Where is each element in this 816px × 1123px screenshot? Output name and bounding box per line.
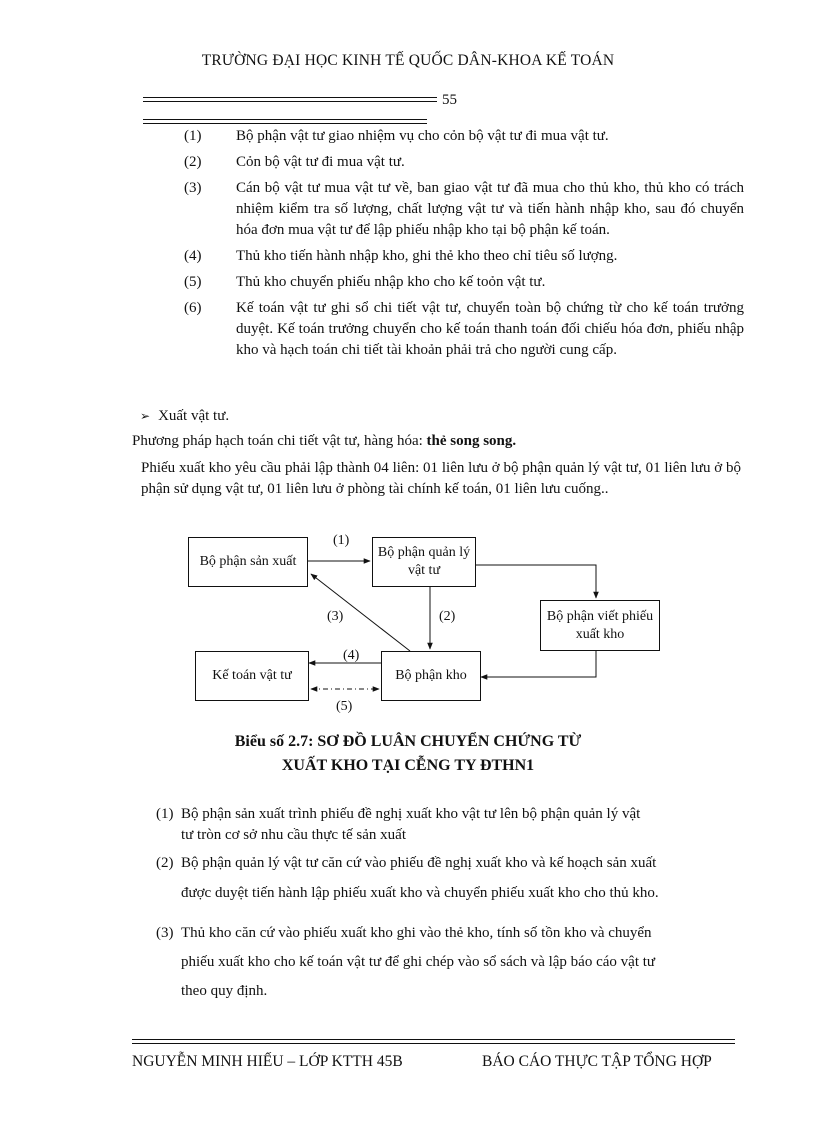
- figure-caption-line2: XUẤT KHO TẠI CỄNG TY ĐTHN1: [281, 757, 535, 774]
- list-item-text: Thủ kho tiến hành nhập kho, ghi thẻ kho theo chỉ tiêu số lượng.: [236, 248, 618, 264]
- list-item-text: Thủ kho chuyển phiếu nhập kho cho kế toỏn vật tư.: [236, 274, 546, 290]
- step-line: Thủ kho căn cứ vào phiếu xuất kho ghi vào thẻ kho, tính số tồn kho và chuyển: [181, 925, 652, 941]
- footer-author: NGUYỄN MINH HIẾU – LỚP KTTH 45B: [132, 1053, 403, 1070]
- footer-rule: [132, 1039, 735, 1044]
- step-line: Bộ phận sản xuất trình phiếu đề nghị xuất kho vật tư lên bộ phận quản lý vật: [181, 806, 641, 822]
- box-ke-toan-vat-tu: Kế toán vật tư: [195, 651, 309, 701]
- label-5: (5): [336, 699, 353, 714]
- step-number: (3): [156, 925, 174, 941]
- export-paragraph: Phiếu xuất kho yêu cầu phải lập thành 04 liên: 01 liên lưu ở bộ phận quản lý vật tư, 01 liên lưu ở bộ phận sử dụng vật tư, 01 liên lưu ở phòng tài chính kế toán, 01 liên lưu cuống..: [141, 460, 741, 497]
- arrow-quanly-to-vietphieu: [476, 565, 596, 598]
- export-heading-text: Xuất vật tư.: [158, 408, 230, 424]
- export-step-1: [156, 806, 756, 844]
- label-2: (2): [439, 609, 456, 624]
- step-number: (2): [156, 855, 174, 871]
- box-quan-ly-vat-tu: Bộ phận quản lý vật tư: [372, 537, 476, 587]
- list-item-number: (1): [184, 128, 202, 144]
- step-line: được duyệt tiến hành lập phiếu xuất kho và chuyển phiếu xuất kho cho thủ kho.: [181, 885, 659, 901]
- box-san-xuat: Bộ phận sản xuất: [188, 537, 308, 587]
- list-item-number: (2): [184, 154, 202, 170]
- page-number: 55: [442, 92, 457, 108]
- box-viet-phieu: Bộ phận viết phiếu xuất kho: [540, 600, 660, 651]
- list-item-text: Bộ phận vật tư giao nhiệm vụ cho cỏn bộ vật tư đi mua vật tư.: [236, 128, 609, 144]
- list-item-text: Cỏn bộ vật tư đi mua vật tư.: [236, 154, 405, 170]
- step-line: phiếu xuất kho cho kế toán vật tư để ghi chép vào sổ sách và lập báo cáo vật tư: [181, 954, 656, 970]
- label-4: (4): [343, 648, 360, 663]
- list-item-number: (3): [184, 180, 202, 196]
- list-item-number: (4): [184, 248, 202, 264]
- list-item-number: (6): [184, 300, 202, 316]
- footer-report-title: BÁO CÁO THỰC TẬP TỔNG HỢP: [482, 1053, 712, 1070]
- bullet-arrow-icon: ➢: [140, 409, 151, 423]
- figure-caption-line1: Biểu số 2.7: SƠ ĐỒ LUÂN CHUYỂN CHỨNG TỪ: [234, 733, 582, 750]
- step-line: Bộ phận quản lý vật tư căn cứ vào phiếu đề nghị xuất kho và kế hoạch sản xuất: [181, 855, 657, 871]
- step-line: tư tròn cơ sở nhu cầu thực tế sản xuất: [181, 827, 406, 843]
- list-item-number: (5): [184, 274, 202, 290]
- list-item-text: Kế toán vật tư ghi sổ chi tiết vật tư, chuyển toàn bộ chứng từ cho kế toán trưởng duyệt. Kế toán trưởng chuyển cho kế toán thanh toán đối chiếu hóa đơn, phiếu nhập kho và hạch toán chi tiết tài khoản phải trả cho người cung cấp.: [236, 300, 744, 358]
- method-name: thẻ song song.: [426, 433, 517, 449]
- step-line: theo quy định.: [181, 983, 268, 999]
- method-prefix: Phương pháp hạch toán chi tiết vật tư, hàng hóa:: [132, 433, 427, 449]
- list-item-text: Cán bộ vật tư mua vật tư về, ban giao vật tư đã mua cho thủ kho, thủ kho có trách nhiệm kiểm tra số lượng, chất lượng vật tư và tiến hành nhập kho, sau đó chuyển hóa đơn mua vật tư để lập phiếu nhập kho tại bộ phận kế toán.: [236, 180, 744, 238]
- label-1: (1): [333, 533, 350, 548]
- label-3: (3): [327, 609, 344, 624]
- arrow-vietphieu-to-kho: [481, 651, 596, 677]
- step-number: (1): [156, 806, 174, 822]
- box-kho: Bộ phận kho: [381, 651, 481, 701]
- page-header-title: TRƯỜNG ĐẠI HỌC KINH TẾ QUỐC DÂN-KHOA KẾ TOÁN: [201, 52, 615, 69]
- export-step-2: [156, 855, 756, 902]
- export-step-3: [156, 925, 756, 1000]
